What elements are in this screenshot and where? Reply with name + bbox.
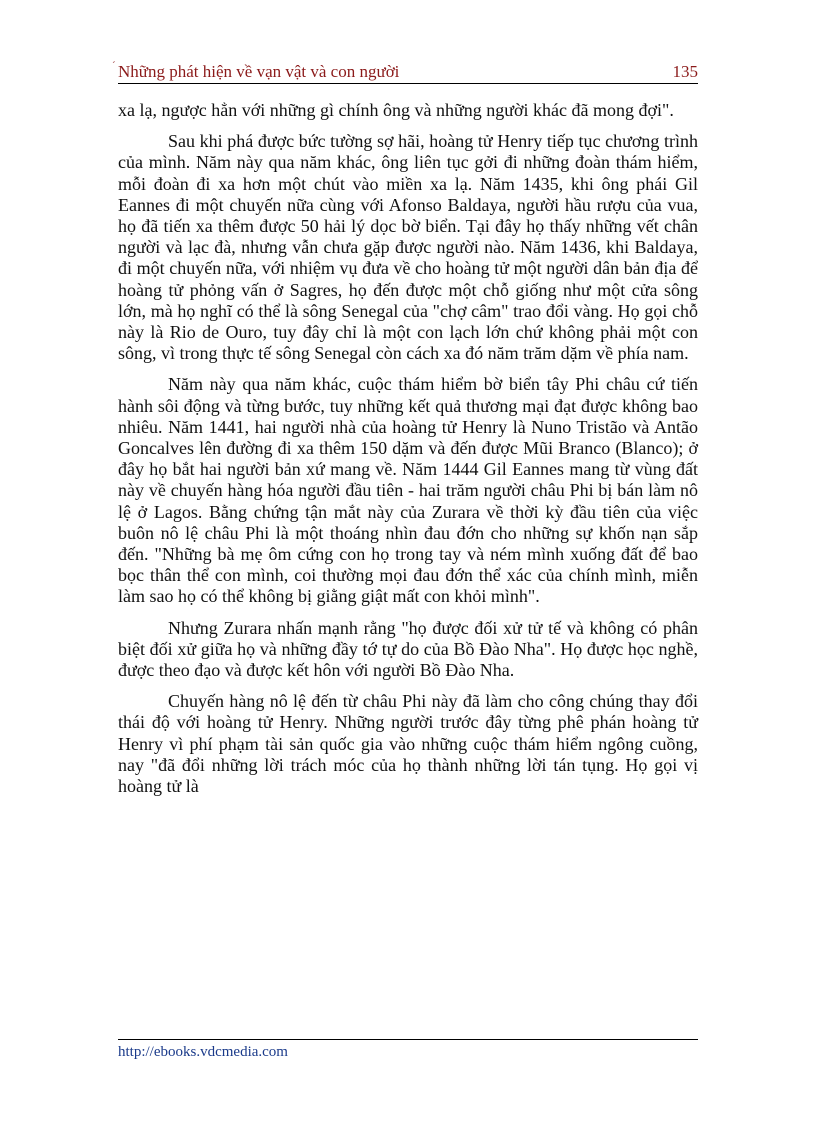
running-header bbox=[112, 60, 698, 82]
header-title: Những phát hiện về vạn vật và con người bbox=[118, 62, 400, 81]
header-mark-icon: ´ bbox=[112, 60, 116, 72]
footer-divider bbox=[118, 1039, 698, 1040]
paragraph-continuation: xa lạ, ngược hẳn với những gì chính ông và những người khác đã mong đợi". bbox=[118, 100, 674, 120]
paragraph: Sau khi phá được bức tường sợ hãi, hoàng tử Henry tiếp tục chương trình của mình. Năm này qua năm khác, ông liên tục gởi đi những đoàn thám hiểm, mỗi đoàn đi xa hơn một chút vào miền xa lạ. Năm 1435, khi ông phái Gil Eannes đi một chuyến nữa cùng với Afonso Baldaya, người hầu rượu của vua, họ đã tiến xa thêm được 50 hải lý dọc bờ biển. Tại đây họ thấy những vết chân người và lạc đà, nhưng vẫn chưa gặp được người nào. Năm 1436, khi Baldaya, đi một chuyến nữa, với nhiệm vụ đưa về cho hoàng tử một người dân bản địa để hoàng tử phỏng vấn ở Sagres, họ đến được một chỗ giống như một cửa sông lớn, mà họ nghĩ có thể là sông Senegal của "chợ câm" trao đổi vàng. Họ gọi chỗ này là Rio de Ouro, tuy đây chỉ là một con lạch lớn chứ không phải một con sông, vì trong thực tế sông Senegal còn cách xa đó năm trăm dặm về phía nam. bbox=[118, 131, 698, 364]
paragraph: Chuyến hàng nô lệ đến từ châu Phi này đã làm cho công chúng thay đổi thái độ với hoàng tử Henry. Những người trước đây từng phê phán hoàng tử Henry vì phí phạm tài sản quốc gia vào những cuộc thám hiểm ngông cuồng, nay "đã đổi những lời trách móc của họ thành những lời tán tụng. Họ gọi vị hoàng tử là bbox=[118, 691, 698, 797]
header-divider bbox=[118, 83, 698, 84]
footer-link[interactable]: http://ebooks.vdcmedia.com bbox=[118, 1044, 288, 1060]
paragraph: Nhưng Zurara nhấn mạnh rằng "họ được đối xử tử tế và không có phân biệt đối xử giữa họ và những đầy tớ tự do của Bồ Đào Nha". Họ được học nghề, được theo đạo và được kết hôn với người Bồ Đào Nha. bbox=[118, 617, 698, 681]
body-text bbox=[118, 100, 698, 807]
page-number: 135 bbox=[672, 62, 698, 81]
paragraph: Năm này qua năm khác, cuộc thám hiểm bờ biển tây Phi châu cứ tiến hành sôi động và từng bước, tuy những kết quả thương mại đạt được không bao nhiêu. Năm 1441, hai người nhà của hoàng tử Henry là Nuno Tristão và Antão Goncalves lên đường đi xa thêm 150 dặm và đến được Mũi Branco (Blanco); ở đây họ bắt hai người bản xứ mang về. Năm 1444 Gil Eannes mang từ vùng đất này về chuyến hàng hóa người đầu tiên - hai trăm người châu Phi bị bán làm nô lệ ở Lagos. Bằng chứng tận mắt này của Zurara về thời kỳ đầu tiên của việc buôn nô lệ châu Phi là một thoáng nhìn đau đớn cho những sự khốn nạn sắp đến. "Những bà mẹ ôm cứng con họ trong tay và ném mình xuống đất để bao bọc thân thể con mình, coi thường mọi đau đớn thể xác của chính mình, miễn làm sao họ có thể không bị giằng giật mất con khỏi mình". bbox=[118, 374, 698, 607]
